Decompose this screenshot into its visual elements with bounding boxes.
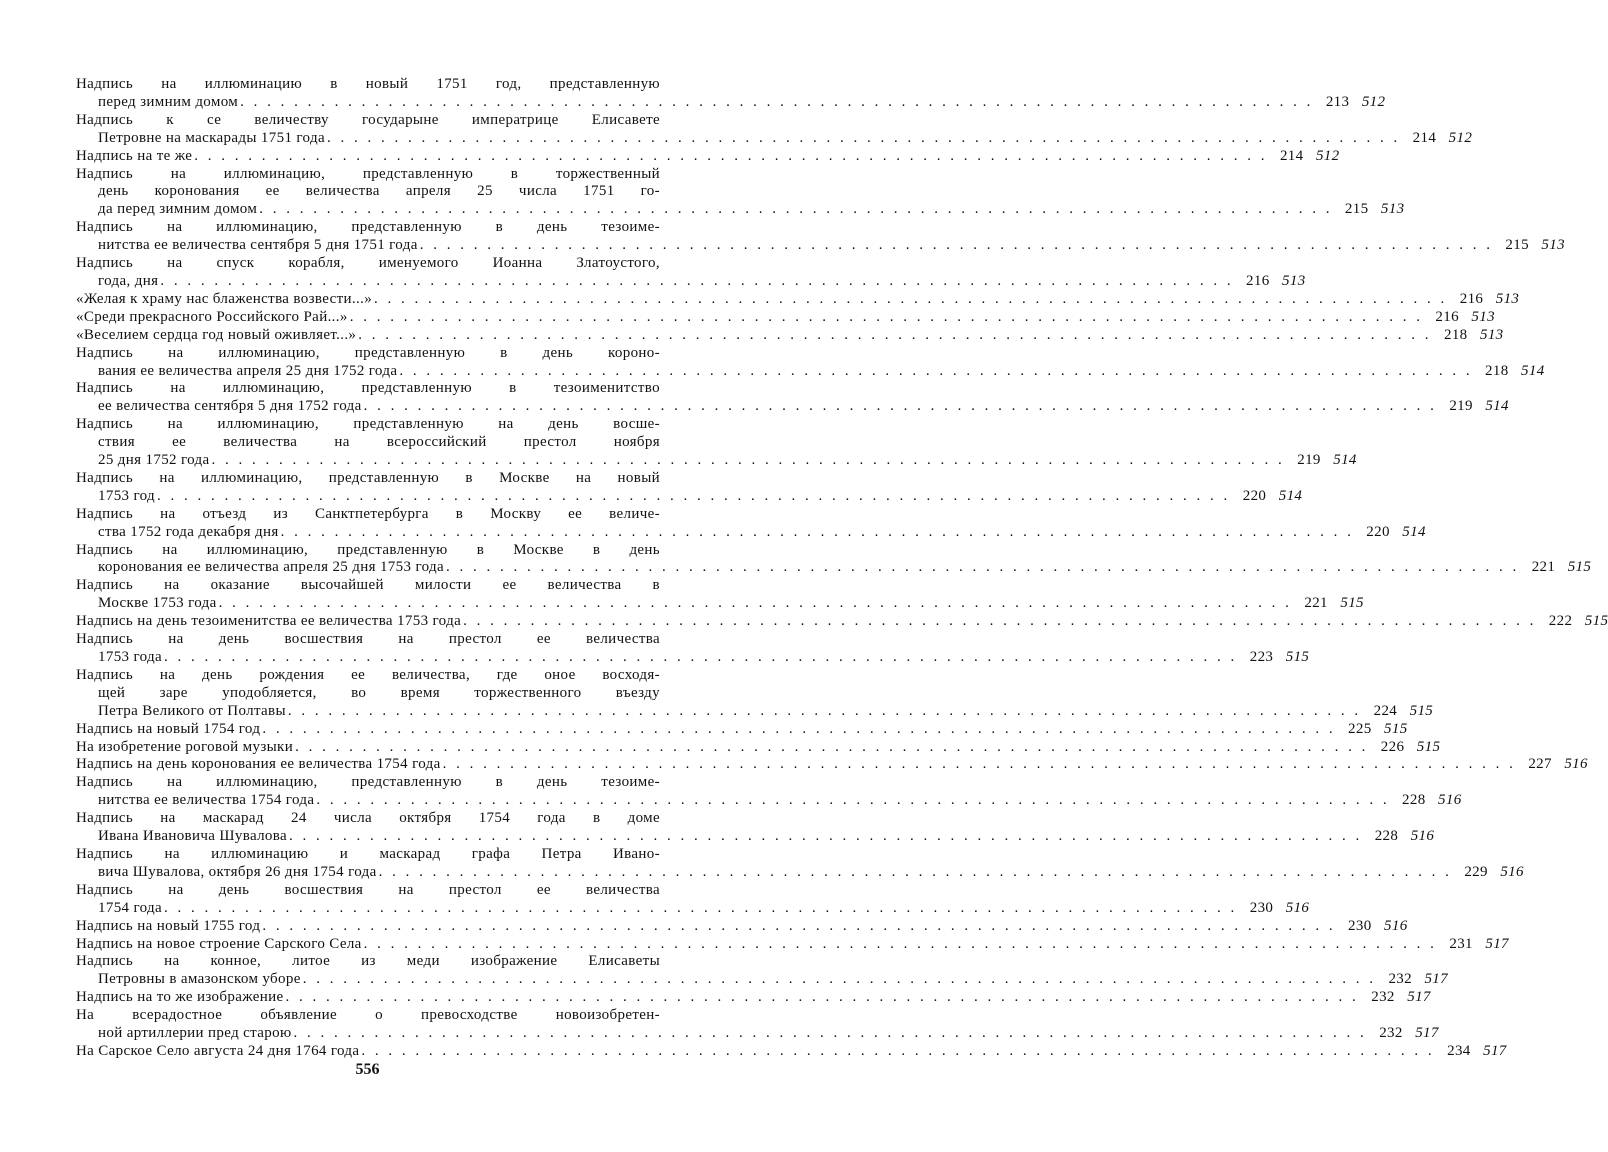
entry-title-line: Надпись на день коронования ее величества 1754 года — [76, 756, 441, 773]
dot-leader: . . . . . . . . . . . . . . . . . . . . . . . . . . . . . . . . . . . . . . . . . . . . . . . . . . . . . . . . . . . . . . . . . . . . . . . . . . . . . . . . — [446, 559, 1520, 576]
dot-leader: . . . . . . . . . . . . . . . . . . . . . . . . . . . . . . . . . . . . . . . . . . . . . . . . . . . . . . . . . . . . . . . . . . . . . . . . . . . . . . . . — [289, 828, 1363, 845]
notes-page-ref: 514 — [1333, 452, 1357, 469]
entry-title-line: Надпись на новый 1754 год — [76, 720, 261, 737]
dot-leader: . . . . . . . . . . . . . . . . . . . . . . . . . . . . . . . . . . . . . . . . . . . . . . . . . . . . . . . . . . . . . . . . . . . . . . . . . . . . . . . . — [240, 93, 1314, 110]
notes-page-ref: 515 — [1584, 613, 1608, 630]
entry-title-line: день коронования ее величества апреля 25 числа 1751 го- — [98, 183, 660, 200]
entry-title-line: 1753 года — [98, 649, 163, 665]
text-page-ref: 230 — [1249, 899, 1274, 916]
toc-entry — [76, 1007, 1439, 1043]
entry-title-line: Надпись на иллюминацию, представленную в день тезоиме- — [76, 774, 660, 791]
entry-title-line: коронования ее величества апреля 25 дня 1753 года — [98, 559, 444, 576]
text-page-ref: 228 — [1402, 792, 1426, 809]
entry-title-line: Надпись на оказание высочайшей милости ее величества в — [76, 577, 660, 594]
toc-entry — [76, 881, 1310, 918]
text-page-ref: 220 — [1242, 487, 1267, 504]
notes-page-ref: 516 — [1410, 828, 1435, 845]
notes-page-ref: 517 — [1483, 1042, 1507, 1059]
toc-entry — [76, 1042, 1507, 1061]
text-page-ref: 225 — [1348, 720, 1372, 737]
entry-title-line: Надпись на то же изображение — [76, 989, 284, 1006]
entry-title-line: «Веселием сердца год новый оживляет...» — [76, 326, 357, 343]
entry-title-line: На Сарское Село августа 24 дня 1764 года — [76, 1042, 360, 1059]
notes-page-ref: 515 — [1384, 720, 1408, 737]
text-page-ref: 215 — [1344, 201, 1369, 218]
text-page-ref: 213 — [1325, 93, 1350, 110]
toc-entry — [76, 631, 1310, 667]
toc-entry — [76, 308, 1495, 327]
toc-entry — [76, 810, 1435, 846]
entry-title-line: Надпись на отъезд из Санктпетербурга в Москву ее величе- — [76, 505, 660, 522]
text-page-ref: 216 — [1246, 272, 1270, 289]
toc-entry — [76, 738, 1441, 757]
dot-leader: . . . . . . . . . . . . . . . . . . . . . . . . . . . . . . . . . . . . . . . . . . . . . . . . . . . . . . . . . . . . . . . . . . . . . . . . . . . . . . . . — [164, 649, 1238, 665]
toc-entry — [76, 76, 1386, 112]
entry-title-line: Надпись на спуск корабля, именуемого Иоанна Златоустого, — [76, 255, 660, 272]
entry-title-line: Надпись на иллюминацию, представленную в Москве в день — [76, 541, 660, 558]
table-of-contents — [76, 76, 1608, 1061]
text-page-ref: 219 — [1449, 398, 1473, 415]
text-page-ref: 232 — [1379, 1025, 1403, 1042]
dot-leader: . . . . . . . . . . . . . . . . . . . . . . . . . . . . . . . . . . . . . . . . . . . . . . . . . . . . . . . . . . . . . . . . . . . . . . . . . . . . . . . . — [442, 756, 1516, 773]
notes-page-ref: 515 — [1567, 559, 1592, 576]
text-page-ref: 229 — [1464, 863, 1488, 880]
text-page-ref: 228 — [1374, 828, 1399, 845]
entry-title-line: Надпись на конное, литое из меди изображение Елисаветы — [76, 953, 660, 970]
toc-entry — [76, 577, 1364, 613]
entry-title-line: перед зимним домом — [98, 93, 239, 110]
text-page-ref: 221 — [1304, 595, 1328, 612]
text-page-ref: 216 — [1459, 290, 1484, 307]
dot-leader: . . . . . . . . . . . . . . . . . . . . . . . . . . . . . . . . . . . . . . . . . . . . . . . . . . . . . . . . . . . . . . . . . . . . . . . . . . . . . . . . — [419, 237, 1493, 254]
dot-leader: . . . . . . . . . . . . . . . . . . . . . . . . . . . . . . . . . . . . . . . . . . . . . . . . . . . . . . . . . . . . . . . . . . . . . . . . . . . . . . . . — [363, 935, 1437, 952]
toc-entry — [76, 344, 1545, 381]
text-page-ref: 231 — [1449, 935, 1473, 952]
notes-page-ref: 515 — [1285, 649, 1310, 665]
notes-page-ref: 512 — [1315, 147, 1340, 164]
entry-title-line: вания ее величества апреля 25 дня 1752 года — [98, 362, 398, 379]
dot-leader: . . . . . . . . . . . . . . . . . . . . . . . . . . . . . . . . . . . . . . . . . . . . . . . . . . . . . . . . . . . . . . . . . . . . . . . . . . . . . . . . — [358, 326, 1432, 343]
entry-title-line: вича Шувалова, октября 26 дня 1754 года — [98, 863, 377, 880]
notes-page-ref: 516 — [1438, 792, 1462, 809]
notes-page-ref: 513 — [1479, 326, 1504, 343]
entry-title-line: Надпись на день тезоименитства ее величества 1753 года — [76, 613, 462, 630]
text-page-ref: 234 — [1447, 1042, 1471, 1059]
toc-entry — [76, 845, 1524, 882]
text-page-ref: 232 — [1388, 971, 1413, 988]
toc-entry — [76, 953, 1449, 989]
text-page-ref: 221 — [1531, 559, 1556, 576]
toc-entry — [76, 505, 1426, 542]
dot-leader: . . . . . . . . . . . . . . . . . . . . . . . . . . . . . . . . . . . . . . . . . . . . . . . . . . . . . . . . . . . . . . . . . . . . . . . . . . . . . . . . — [374, 290, 1448, 307]
dot-leader: . . . . . . . . . . . . . . . . . . . . . . . . . . . . . . . . . . . . . . . . . . . . . . . . . . . . . . . . . . . . . . . . . . . . . . . . . . . . . . . . — [287, 702, 1362, 719]
entry-title-line: ствия ее величества на всероссийский престол ноября — [98, 434, 660, 451]
entry-title-line: нитства ее величества сентября 5 дня 1751 года — [98, 237, 418, 254]
toc-entry — [76, 935, 1509, 954]
entry-title-line: Москве 1753 года — [98, 595, 217, 612]
entry-title-line: 25 дня 1752 года — [98, 452, 210, 469]
entry-title-line: Петровне на маскарады 1751 года — [98, 129, 325, 146]
toc-entry — [76, 917, 1408, 936]
dot-leader: . . . . . . . . . . . . . . . . . . . . . . . . . . . . . . . . . . . . . . . . . . . . . . . . . . . . . . . . . . . . . . . . . . . . . . . . . . . . . . . . — [280, 523, 1354, 540]
text-page-ref: 227 — [1528, 756, 1552, 773]
notes-page-ref: 515 — [1416, 738, 1441, 755]
toc-entry — [76, 989, 1431, 1007]
entry-title-line: Надпись на день восшествия на престол ее величества — [76, 881, 660, 898]
dot-leader: . . . . . . . . . . . . . . . . . . . . . . . . . . . . . . . . . . . . . . . . . . . . . . . . . . . . . . . . . . . . . . . . . . . . . . . . . . . . . . . . — [194, 147, 1268, 164]
entry-title-line: На всерадостное объявление о превосходстве новоизобретен- — [76, 1007, 660, 1024]
entry-title-line: 1753 год — [98, 487, 156, 504]
entry-title-line: Петровны в амазонском уборе — [98, 971, 301, 988]
entry-title-line: Надпись на те же — [76, 147, 193, 164]
toc-entry — [76, 774, 1462, 810]
dot-leader: . . . . . . . . . . . . . . . . . . . . . . . . . . . . . . . . . . . . . . . . . . . . . . . . . . . . . . . . . . . . . . . . . . . . . . . . . . . . . . . . — [326, 129, 1401, 146]
entry-title-line: Надпись на иллюминацию, представленную в день короно- — [76, 344, 660, 361]
page-number: 556 — [355, 1061, 380, 1078]
entry-title-line: да перед зимним домом — [98, 201, 258, 218]
notes-page-ref: 516 — [1564, 756, 1588, 773]
text-page-ref: 222 — [1548, 613, 1573, 630]
dot-leader: . . . . . . . . . . . . . . . . . . . . . . . . . . . . . . . . . . . . . . . . . . . . . . . . . . . . . . . . . . . . . . . . . . . . . . . . . . . . . . . . — [160, 272, 1234, 289]
toc-entry — [76, 469, 1303, 506]
dot-leader: . . . . . . . . . . . . . . . . . . . . . . . . . . . . . . . . . . . . . . . . . . . . . . . . . . . . . . . . . . . . . . . . . . . . . . . . . . . . . . . . — [361, 1042, 1435, 1059]
notes-page-ref: 514 — [1278, 487, 1303, 504]
entry-title-line: Надпись на день восшествия на престол ее величества — [76, 631, 660, 648]
toc-entry — [76, 756, 1588, 774]
text-page-ref: 220 — [1366, 523, 1390, 540]
entry-title-line: Надпись на маскарад 24 числа октября 1754 года в доме — [76, 810, 660, 827]
text-page-ref: 230 — [1348, 917, 1372, 934]
toc-entry — [76, 416, 1357, 470]
notes-page-ref: 514 — [1485, 398, 1509, 415]
text-page-ref: 214 — [1412, 129, 1437, 146]
entry-title-line: На изобретение роговой музыки — [76, 738, 294, 755]
notes-page-ref: 517 — [1424, 971, 1449, 988]
entry-title-line: года, дня — [98, 272, 159, 289]
text-page-ref: 218 — [1485, 362, 1509, 379]
text-page-ref: 223 — [1249, 649, 1274, 665]
text-page-ref: 226 — [1380, 738, 1405, 755]
notes-page-ref: 512 — [1361, 93, 1386, 110]
toc-entry — [76, 666, 1434, 721]
text-page-ref: 218 — [1443, 326, 1468, 343]
text-page-ref: 216 — [1435, 308, 1459, 325]
entry-title-line: Надпись на иллюминацию и маскарад графа Петра Ивано- — [76, 845, 660, 862]
entry-title-line: Надпись на новое строение Сарского Села — [76, 935, 362, 952]
dot-leader: . . . . . . . . . . . . . . . . . . . . . . . . . . . . . . . . . . . . . . . . . . . . . . . . . . . . . . . . . . . . . . . . . . . . . . . . . . . . . . . . — [363, 398, 1437, 415]
entry-title-line: ной артиллерии пред старою — [98, 1025, 292, 1042]
dot-leader: . . . . . . . . . . . . . . . . . . . . . . . . . . . . . . . . . . . . . . . . . . . . . . . . . . . . . . . . . . . . . . . . . . . . . . . . . . . . . . . . — [285, 989, 1359, 1006]
toc-entry — [76, 111, 1473, 148]
entry-title-line: Петра Великого от Полтавы — [98, 702, 286, 719]
dot-leader: . . . . . . . . . . . . . . . . . . . . . . . . . . . . . . . . . . . . . . . . . . . . . . . . . . . . . . . . . . . . . . . . . . . . . . . . . . . . . . . . — [293, 1025, 1367, 1042]
entry-title-line: Ивана Ивановича Шувалова — [98, 828, 288, 845]
toc-entry — [76, 613, 1608, 631]
notes-page-ref: 516 — [1285, 899, 1310, 916]
notes-page-ref: 514 — [1521, 362, 1545, 379]
toc-entry — [76, 147, 1340, 166]
toc-entry — [76, 720, 1408, 739]
entry-title-line: Надпись на иллюминацию, представленную на день восше- — [76, 416, 660, 433]
toc-entry — [76, 541, 1592, 578]
toc-entry — [76, 255, 1306, 291]
entry-title-line: Надпись на иллюминацию, представленную в тезоименитство — [76, 380, 660, 397]
dot-leader: . . . . . . . . . . . . . . . . . . . . . . . . . . . . . . . . . . . . . . . . . . . . . . . . . . . . . . . . . . . . . . . . . . . . . . . . . . . . . . . . — [218, 595, 1292, 612]
notes-page-ref: 517 — [1407, 989, 1431, 1006]
notes-page-ref: 513 — [1282, 272, 1306, 289]
notes-page-ref: 514 — [1402, 523, 1426, 540]
entry-title-line: 1754 года — [98, 899, 163, 916]
dot-leader: . . . . . . . . . . . . . . . . . . . . . . . . . . . . . . . . . . . . . . . . . . . . . . . . . . . . . . . . . . . . . . . . . . . . . . . . . . . . . . . . — [295, 738, 1369, 755]
toc-entry — [76, 219, 1565, 255]
entry-title-line: ства 1752 года декабря дня — [98, 523, 279, 540]
text-page-ref: 215 — [1505, 237, 1529, 254]
notes-page-ref: 515 — [1340, 595, 1364, 612]
toc-entry — [76, 326, 1504, 345]
dot-leader: . . . . . . . . . . . . . . . . . . . . . . . . . . . . . . . . . . . . . . . . . . . . . . . . . . . . . . . . . . . . . . . . . . . . . . . . . . . . . . . . — [463, 613, 1537, 630]
entry-title-line: Надпись на иллюминацию в новый 1751 год, представленную — [76, 76, 660, 92]
dot-leader: . . . . . . . . . . . . . . . . . . . . . . . . . . . . . . . . . . . . . . . . . . . . . . . . . . . . . . . . . . . . . . . . . . . . . . . . . . . . . . . . — [259, 201, 1333, 218]
entry-title-line: Надпись на день рождения ее величества, где оное восходя- — [76, 666, 660, 683]
dot-leader: . . . . . . . . . . . . . . . . . . . . . . . . . . . . . . . . . . . . . . . . . . . . . . . . . . . . . . . . . . . . . . . . . . . . . . . . . . . . . . . . — [316, 792, 1390, 809]
dot-leader: . . . . . . . . . . . . . . . . . . . . . . . . . . . . . . . . . . . . . . . . . . . . . . . . . . . . . . . . . . . . . . . . . . . . . . . . . . . . . . . . — [157, 487, 1231, 504]
notes-page-ref: 512 — [1448, 129, 1473, 146]
text-page-ref: 224 — [1373, 702, 1398, 719]
entry-title-line: Надпись на иллюминацию, представленную в Москве на новый — [76, 469, 660, 486]
text-page-ref: 219 — [1297, 452, 1321, 469]
entry-title-line: ее величества сентября 5 дня 1752 года — [98, 398, 362, 415]
toc-entry — [76, 165, 1405, 220]
entry-title-line: Надпись на новый 1755 год — [76, 917, 261, 934]
notes-page-ref: 513 — [1471, 308, 1495, 325]
dot-leader: . . . . . . . . . . . . . . . . . . . . . . . . . . . . . . . . . . . . . . . . . . . . . . . . . . . . . . . . . . . . . . . . . . . . . . . . . . . . . . . . — [302, 971, 1377, 988]
entry-title-line: Надпись на иллюминацию, представленную в день тезоиме- — [76, 219, 660, 236]
dot-leader: . . . . . . . . . . . . . . . . . . . . . . . . . . . . . . . . . . . . . . . . . . . . . . . . . . . . . . . . . . . . . . . . . . . . . . . . . . . . . . . . — [211, 452, 1285, 469]
notes-page-ref: 516 — [1500, 863, 1524, 880]
toc-entry — [76, 380, 1509, 416]
notes-page-ref: 513 — [1541, 237, 1565, 254]
dot-leader: . . . . . . . . . . . . . . . . . . . . . . . . . . . . . . . . . . . . . . . . . . . . . . . . . . . . . . . . . . . . . . . . . . . . . . . . . . . . . . . . — [164, 899, 1238, 916]
notes-page-ref: 517 — [1415, 1025, 1439, 1042]
entry-title-line: Надпись на иллюминацию, представленную в торжественный — [76, 165, 660, 182]
entry-title-line: «Желая к храму нас блаженства возвести...» — [76, 290, 373, 307]
dot-leader: . . . . . . . . . . . . . . . . . . . . . . . . . . . . . . . . . . . . . . . . . . . . . . . . . . . . . . . . . . . . . . . . . . . . . . . . . . . . . . . . — [399, 362, 1473, 379]
text-page-ref: 232 — [1371, 989, 1395, 1006]
dot-leader: . . . . . . . . . . . . . . . . . . . . . . . . . . . . . . . . . . . . . . . . . . . . . . . . . . . . . . . . . . . . . . . . . . . . . . . . . . . . . . . . — [349, 308, 1423, 325]
text-page-ref: 214 — [1279, 147, 1304, 164]
notes-page-ref: 517 — [1485, 935, 1509, 952]
entry-title-line: «Среди прекрасного Российского Рай...» — [76, 308, 348, 325]
entry-title-line: нитства ее величества 1754 года — [98, 792, 315, 809]
entry-title-line: щей заре уподобляется, во время торжественного въезду — [98, 684, 660, 701]
dot-leader: . . . . . . . . . . . . . . . . . . . . . . . . . . . . . . . . . . . . . . . . . . . . . . . . . . . . . . . . . . . . . . . . . . . . . . . . . . . . . . . . — [262, 917, 1336, 934]
toc-entry — [76, 290, 1520, 309]
dot-leader: . . . . . . . . . . . . . . . . . . . . . . . . . . . . . . . . . . . . . . . . . . . . . . . . . . . . . . . . . . . . . . . . . . . . . . . . . . . . . . . . — [262, 720, 1336, 737]
notes-page-ref: 516 — [1384, 917, 1408, 934]
notes-page-ref: 513 — [1495, 290, 1520, 307]
entry-title-line: Надпись к се величеству государыне императрице Елисавете — [76, 111, 660, 128]
notes-page-ref: 515 — [1409, 702, 1434, 719]
notes-page-ref: 513 — [1380, 201, 1405, 218]
dot-leader: . . . . . . . . . . . . . . . . . . . . . . . . . . . . . . . . . . . . . . . . . . . . . . . . . . . . . . . . . . . . . . . . . . . . . . . . . . . . . . . . — [378, 863, 1452, 880]
